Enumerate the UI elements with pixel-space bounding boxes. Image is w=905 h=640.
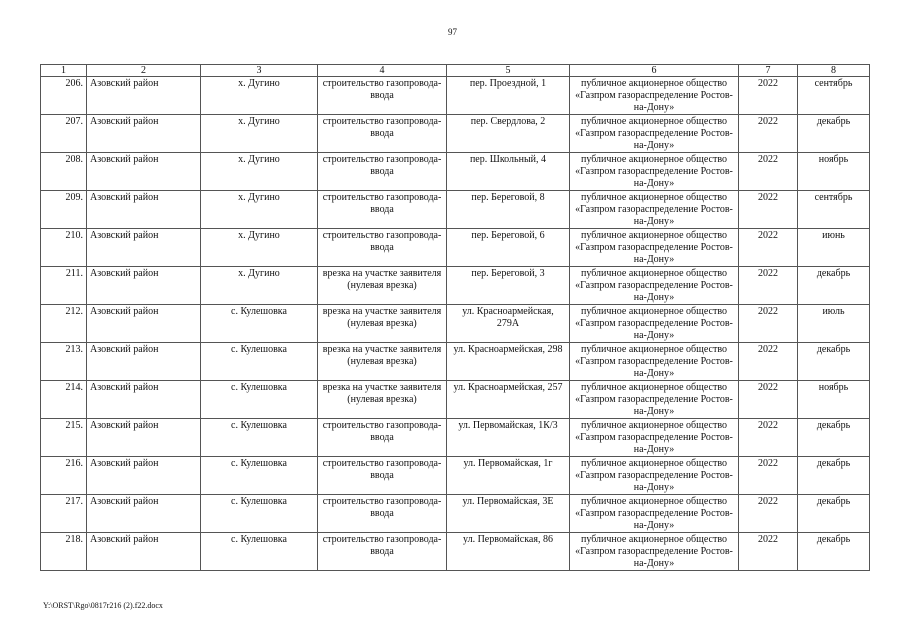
- row-number: 209.: [41, 191, 87, 229]
- row-number: 214.: [41, 381, 87, 419]
- organization-cell: публичное акционерное общество «Газпром газораспределение Ростов-на-Дону»: [570, 343, 739, 381]
- work-type-cell: врезка на участке заявителя (нулевая врезка): [318, 267, 447, 305]
- organization-cell: публичное акционерное общество «Газпром газораспределение Ростов-на-Дону»: [570, 229, 739, 267]
- year-cell: 2022: [739, 153, 798, 191]
- settlement-cell: с. Кулешовка: [201, 305, 318, 343]
- settlement-cell: с. Кулешовка: [201, 381, 318, 419]
- organization-cell: публичное акционерное общество «Газпром газораспределение Ростов-на-Дону»: [570, 115, 739, 153]
- month-cell: декабрь: [798, 419, 870, 457]
- address-cell: пер. Береговой, 3: [447, 267, 570, 305]
- month-cell: сентябрь: [798, 191, 870, 229]
- address-cell: пер. Проездной, 1: [447, 77, 570, 115]
- work-type-cell: врезка на участке заявителя (нулевая врезка): [318, 305, 447, 343]
- year-cell: 2022: [739, 533, 798, 571]
- organization-cell: публичное акционерное общество «Газпром газораспределение Ростов-на-Дону»: [570, 267, 739, 305]
- settlement-cell: с. Кулешовка: [201, 419, 318, 457]
- settlement-cell: х. Дугино: [201, 267, 318, 305]
- settlement-cell: х. Дугино: [201, 115, 318, 153]
- year-cell: 2022: [739, 115, 798, 153]
- district-cell: Азовский район: [87, 229, 201, 267]
- column-header: 1: [41, 65, 87, 77]
- year-cell: 2022: [739, 457, 798, 495]
- settlement-cell: с. Кулешовка: [201, 343, 318, 381]
- district-cell: Азовский район: [87, 457, 201, 495]
- month-cell: сентябрь: [798, 77, 870, 115]
- column-header: 5: [447, 65, 570, 77]
- district-cell: Азовский район: [87, 305, 201, 343]
- settlement-cell: х. Дугино: [201, 229, 318, 267]
- row-number: 208.: [41, 153, 87, 191]
- work-type-cell: строительство газопровода-ввода: [318, 77, 447, 115]
- table-row: [41, 191, 870, 229]
- organization-cell: публичное акционерное общество «Газпром газораспределение Ростов-на-Дону»: [570, 495, 739, 533]
- organization-cell: публичное акционерное общество «Газпром газораспределение Ростов-на-Дону»: [570, 533, 739, 571]
- column-header: 4: [318, 65, 447, 77]
- district-cell: Азовский район: [87, 381, 201, 419]
- address-cell: ул. Красноармейская, 298: [447, 343, 570, 381]
- row-number: 212.: [41, 305, 87, 343]
- organization-cell: публичное акционерное общество «Газпром газораспределение Ростов-на-Дону»: [570, 457, 739, 495]
- address-cell: пер. Школьный, 4: [447, 153, 570, 191]
- table-row: [41, 115, 870, 153]
- table-row: [41, 419, 870, 457]
- settlement-cell: х. Дугино: [201, 191, 318, 229]
- year-cell: 2022: [739, 381, 798, 419]
- table-row: [41, 533, 870, 571]
- district-cell: Азовский район: [87, 115, 201, 153]
- gasification-table: [40, 64, 870, 571]
- row-number: 215.: [41, 419, 87, 457]
- address-cell: пер. Береговой, 8: [447, 191, 570, 229]
- row-number: 217.: [41, 495, 87, 533]
- work-type-cell: врезка на участке заявителя (нулевая врезка): [318, 343, 447, 381]
- year-cell: 2022: [739, 191, 798, 229]
- address-cell: пер. Береговой, 6: [447, 229, 570, 267]
- district-cell: Азовский район: [87, 267, 201, 305]
- address-cell: пер. Свердлова, 2: [447, 115, 570, 153]
- year-cell: 2022: [739, 267, 798, 305]
- month-cell: декабрь: [798, 115, 870, 153]
- page-number: 97: [448, 27, 457, 37]
- column-number-row: [41, 65, 870, 77]
- settlement-cell: х. Дугино: [201, 77, 318, 115]
- work-type-cell: строительство газопровода-ввода: [318, 229, 447, 267]
- district-cell: Азовский район: [87, 495, 201, 533]
- organization-cell: публичное акционерное общество «Газпром газораспределение Ростов-на-Дону»: [570, 305, 739, 343]
- settlement-cell: х. Дугино: [201, 153, 318, 191]
- organization-cell: публичное акционерное общество «Газпром газораспределение Ростов-на-Дону»: [570, 153, 739, 191]
- column-header: 3: [201, 65, 318, 77]
- work-type-cell: строительство газопровода-ввода: [318, 115, 447, 153]
- month-cell: декабрь: [798, 343, 870, 381]
- table-row: [41, 305, 870, 343]
- column-header: 6: [570, 65, 739, 77]
- column-header: 2: [87, 65, 201, 77]
- row-number: 206.: [41, 77, 87, 115]
- settlement-cell: с. Кулешовка: [201, 533, 318, 571]
- table-row: [41, 77, 870, 115]
- row-number: 218.: [41, 533, 87, 571]
- column-header: 7: [739, 65, 798, 77]
- month-cell: декабрь: [798, 533, 870, 571]
- address-cell: ул. Первомайская, 3Е: [447, 495, 570, 533]
- district-cell: Азовский район: [87, 343, 201, 381]
- address-cell: ул. Красноармейская, 257: [447, 381, 570, 419]
- organization-cell: публичное акционерное общество «Газпром газораспределение Ростов-на-Дону»: [570, 191, 739, 229]
- table-row: [41, 267, 870, 305]
- district-cell: Азовский район: [87, 153, 201, 191]
- district-cell: Азовский район: [87, 77, 201, 115]
- row-number: 216.: [41, 457, 87, 495]
- organization-cell: публичное акционерное общество «Газпром газораспределение Ростов-на-Дону»: [570, 419, 739, 457]
- work-type-cell: строительство газопровода-ввода: [318, 419, 447, 457]
- work-type-cell: врезка на участке заявителя (нулевая врезка): [318, 381, 447, 419]
- organization-cell: публичное акционерное общество «Газпром газораспределение Ростов-на-Дону»: [570, 381, 739, 419]
- district-cell: Азовский район: [87, 533, 201, 571]
- month-cell: июнь: [798, 229, 870, 267]
- work-type-cell: строительство газопровода-ввода: [318, 191, 447, 229]
- district-cell: Азовский район: [87, 191, 201, 229]
- table-body: [41, 77, 870, 571]
- district-cell: Азовский район: [87, 419, 201, 457]
- month-cell: ноябрь: [798, 381, 870, 419]
- address-cell: ул. Первомайская, 1К/3: [447, 419, 570, 457]
- month-cell: декабрь: [798, 495, 870, 533]
- row-number: 213.: [41, 343, 87, 381]
- month-cell: ноябрь: [798, 153, 870, 191]
- work-type-cell: строительство газопровода-ввода: [318, 495, 447, 533]
- work-type-cell: строительство газопровода-ввода: [318, 457, 447, 495]
- address-cell: ул. Первомайская, 1г: [447, 457, 570, 495]
- year-cell: 2022: [739, 419, 798, 457]
- address-cell: ул. Первомайская, 86: [447, 533, 570, 571]
- settlement-cell: с. Кулешовка: [201, 495, 318, 533]
- month-cell: декабрь: [798, 457, 870, 495]
- table-row: [41, 457, 870, 495]
- organization-cell: публичное акционерное общество «Газпром газораспределение Ростов-на-Дону»: [570, 77, 739, 115]
- year-cell: 2022: [739, 343, 798, 381]
- table-row: [41, 381, 870, 419]
- month-cell: июль: [798, 305, 870, 343]
- month-cell: декабрь: [798, 267, 870, 305]
- column-header: 8: [798, 65, 870, 77]
- year-cell: 2022: [739, 77, 798, 115]
- settlement-cell: с. Кулешовка: [201, 457, 318, 495]
- year-cell: 2022: [739, 495, 798, 533]
- row-number: 210.: [41, 229, 87, 267]
- year-cell: 2022: [739, 305, 798, 343]
- table-row: [41, 343, 870, 381]
- row-number: 211.: [41, 267, 87, 305]
- table-row: [41, 153, 870, 191]
- address-cell: ул. Красноармейская, 279А: [447, 305, 570, 343]
- work-type-cell: строительство газопровода-ввода: [318, 153, 447, 191]
- table-row: [41, 495, 870, 533]
- table-row: [41, 229, 870, 267]
- footer-file-path: Y:\ORST\Rgo\0817r216 (2).f22.docx: [43, 601, 163, 610]
- year-cell: 2022: [739, 229, 798, 267]
- work-type-cell: строительство газопровода-ввода: [318, 533, 447, 571]
- row-number: 207.: [41, 115, 87, 153]
